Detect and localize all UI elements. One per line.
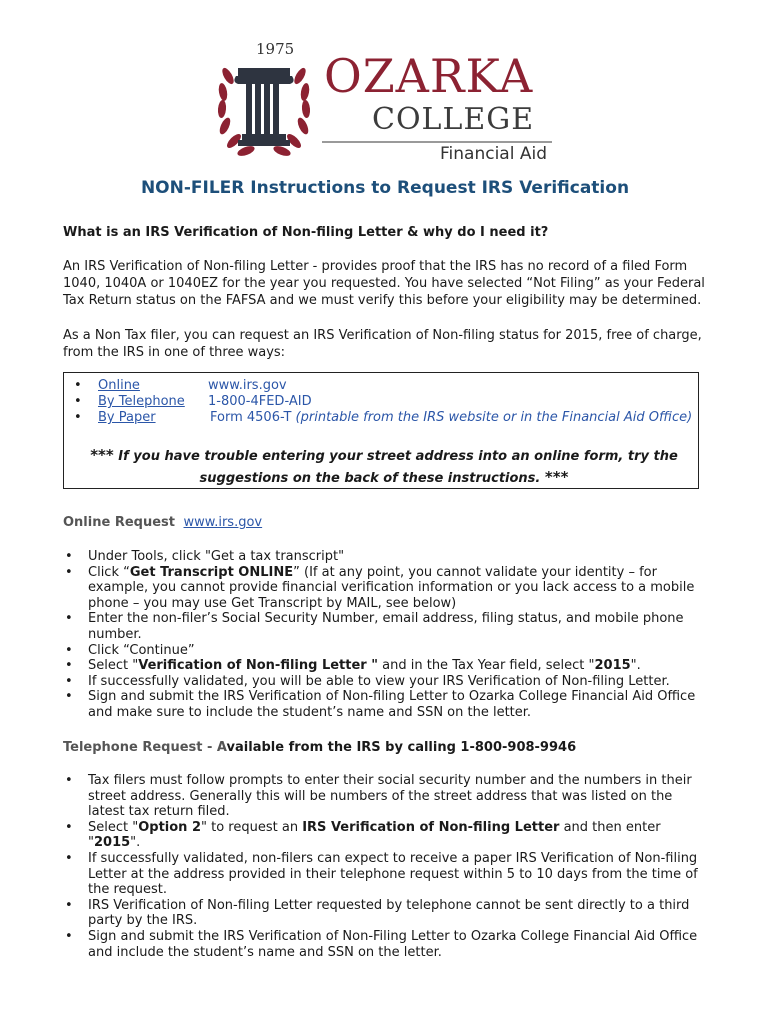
page-title: NON-FILER Instructions to Request IRS Verification <box>140 178 630 198</box>
logo-name-line1: OZARKA <box>324 49 534 103</box>
telephone-request-title: Telephone Request - A <box>63 740 227 755</box>
online-request-url[interactable]: www.irs.gov <box>183 515 263 530</box>
online-steps-list <box>63 549 703 721</box>
list-item: • Select "Verification of Non-filing Letter " and in the Tax Year field, select "2015". <box>63 658 703 674</box>
founding-year: 1975 <box>256 40 295 58</box>
list-item: • Click “Continue” <box>63 643 703 659</box>
list-item: • If successfully validated, non-filers can expect to receive a paper IRS Verification of Non-filing Letter at the address provided in their telephone request within 5 to 10 days from the time of the request. <box>63 851 703 898</box>
bullet-icon: • <box>74 394 82 409</box>
logo-name-line2: COLLEGE <box>372 102 535 137</box>
trouble-line2: suggestions on the back of these instructions. <box>199 471 541 486</box>
bullet-icon: • <box>74 378 82 393</box>
list-item: • If successfully validated, you will be able to view your IRS Verification of Non-filing Letter. <box>63 674 703 690</box>
list-item: • Tax filers must follow prompts to enter their social security number and the numbers in their street address. Generally this will be numbers of the street address that was listed on the latest tax return filed. <box>63 773 703 820</box>
request-paragraph: As a Non Tax filer, you can request an IRS Verification of Non-filing status for 2015, free of charge, from the IRS in one of three ways: <box>63 328 702 360</box>
method-telephone-link[interactable]: By Telephone <box>98 394 185 409</box>
list-item: • Sign and submit the IRS Verification of Non-Filing Letter to Ozarka College Financial Aid Office and include the student’s name and SSN on the letter. <box>63 929 703 960</box>
method-online-value[interactable]: www.irs.gov <box>208 378 287 393</box>
college-logo <box>214 40 564 168</box>
intro-paragraph: An IRS Verification of Non-filing Letter - provides proof that the IRS has no record of a filed Form 1040, 1040A or 1040EZ for the year you requested. You have selected “Not Filing” as your Federal Tax Return status on the FAFSA and we must verify this before your eligibility may be determined. <box>63 259 705 308</box>
address-trouble-note <box>84 445 684 489</box>
telephone-steps-list <box>63 773 703 960</box>
telephone-request-number: vailable from the IRS by calling 1-800-908-9946 <box>226 740 577 755</box>
list-item: • Select "Option 2" to request an IRS Verification of Non-filing Letter and then enter "2015". <box>63 820 703 851</box>
request-methods-box <box>63 372 699 489</box>
method-online-link[interactable]: Online <box>98 378 140 393</box>
method-paper-link[interactable]: By Paper <box>98 410 156 425</box>
bullet-icon: • <box>74 410 82 425</box>
method-online <box>68 378 688 394</box>
method-paper <box>68 410 693 426</box>
question-heading: What is an IRS Verification of Non-filing Letter & why do I need it? <box>63 225 549 240</box>
list-item: • Enter the non-filer’s Social Security Number, email address, filing status, and mobile phone number. <box>63 611 703 642</box>
list-item: • Click “Get Transcript ONLINE” (If at any point, you cannot validate your identity – for example, you cannot provide financial verification information or you lack access to a mobile phone – you may use Get Transcript by MAIL, see below) <box>63 565 703 612</box>
method-telephone-value: 1-800-4FED-AID <box>208 394 312 409</box>
logo-department: Financial Aid <box>440 144 547 164</box>
online-request-heading <box>63 515 262 530</box>
list-item: • Under Tools, click "Get a tax transcript" <box>63 549 703 565</box>
logo-divider <box>322 141 552 143</box>
method-paper-note: (printable from the IRS website or in the Financial Aid Office) <box>295 410 693 425</box>
telephone-request-heading <box>63 740 576 755</box>
stars-right: *** <box>544 468 569 486</box>
method-paper-value: Form 4506-T <box>210 410 292 425</box>
list-item: • IRS Verification of Non-filing Letter requested by telephone cannot be sent directly to a third party by the IRS. <box>63 898 703 929</box>
online-request-title: Online Request <box>63 515 175 530</box>
stars-left: *** <box>90 446 114 464</box>
column-laurel-icon <box>214 54 314 160</box>
list-item: • Sign and submit the IRS Verification of Non-filing Letter to Ozarka College Financial Aid Office and make sure to include the student’s name and SSN on the letter. <box>63 689 703 720</box>
method-telephone <box>68 394 688 410</box>
trouble-line1: If you have trouble entering your street address into an online form, try the <box>118 449 678 464</box>
